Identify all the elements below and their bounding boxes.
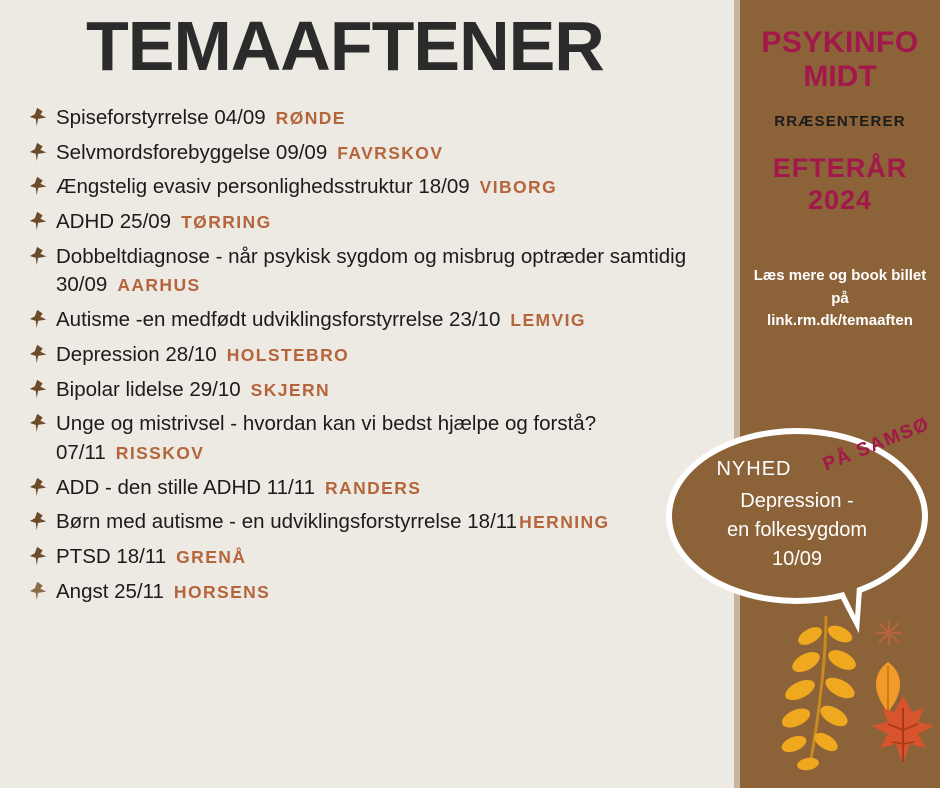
list-item-city: HERNING bbox=[519, 512, 610, 533]
list-item-text: ADD - den stille ADHD 11/11 RANDERS bbox=[56, 475, 422, 499]
season-label: EFTERÅR bbox=[772, 153, 908, 184]
page-title: TEMAAFTENER bbox=[86, 7, 604, 85]
bubble-date: 10/09 bbox=[771, 548, 823, 570]
bubble-title-line2: en folkesygdom bbox=[726, 519, 868, 541]
brand-name-line2: MIDT bbox=[803, 59, 877, 93]
list-item-city: FAVRSKOV bbox=[337, 142, 444, 163]
event-list bbox=[22, 104, 734, 612]
list-item-text: Bipolar lidelse 29/10 SKJERN bbox=[56, 377, 331, 401]
list-item bbox=[22, 208, 734, 237]
pushpin-icon bbox=[22, 543, 56, 567]
brand-name-line1: PSYKINFO bbox=[761, 26, 919, 59]
list-item-text: Spiseforstyrrelse 04/09 RØNDE bbox=[56, 106, 346, 129]
pushpin-icon bbox=[22, 208, 56, 232]
maple-leaf-icon bbox=[868, 692, 938, 777]
list-item-text: Depression 28/10 HOLSTEBRO bbox=[56, 342, 350, 366]
list-item-text: Autisme -en medfødt udviklingsforstyrrelse 23/10 LEMVIG bbox=[56, 308, 586, 332]
pushpin-icon bbox=[22, 410, 56, 434]
list-item-text: Ængstelig evasiv personlighedsstruktur 18/09 VIBORG bbox=[56, 175, 558, 199]
list-item bbox=[22, 543, 734, 572]
pushpin-icon bbox=[22, 376, 56, 400]
booking-text: Læs mere og book billet på bbox=[753, 266, 927, 307]
pushpin-icon bbox=[22, 474, 56, 498]
list-item-city: HOLSTEBRO bbox=[226, 344, 350, 365]
list-item-city: LEMVIG bbox=[510, 310, 586, 331]
pushpin-icon bbox=[22, 508, 56, 532]
pushpin-icon bbox=[22, 173, 56, 197]
list-item-text: PTSD 18/11 GRENÅ bbox=[56, 544, 247, 568]
list-item bbox=[22, 578, 734, 607]
list-item bbox=[22, 474, 734, 503]
news-badge: NYHED bbox=[716, 458, 792, 480]
list-item-city: GRENÅ bbox=[176, 546, 247, 567]
bubble-title-line1: Depression - bbox=[740, 490, 854, 512]
samso-location-label: PÅ SAMSØ bbox=[820, 413, 933, 476]
news-bubble bbox=[666, 413, 934, 636]
bubble-content bbox=[666, 428, 928, 604]
list-item-text: Børn med autisme - en udviklingsforstyrrelse 18/11 HERNING bbox=[56, 510, 610, 534]
list-item bbox=[22, 104, 734, 133]
list-item bbox=[22, 306, 734, 335]
list-item bbox=[22, 139, 734, 168]
list-item bbox=[22, 508, 734, 537]
list-item-text: Angst 25/11 HORSENS bbox=[56, 579, 271, 603]
list-item-text: Dobbeltdiagnose - når psykisk sygdom og misbrug optræder samtidig 30/09 AARHUS bbox=[56, 244, 687, 297]
pushpin-icon bbox=[22, 306, 56, 330]
list-item-city: RANDERS bbox=[325, 477, 422, 498]
pushpin-icon bbox=[22, 139, 56, 163]
list-item bbox=[22, 410, 734, 467]
list-item-text: Unge og mistrivsel - hvordan kan vi bedst hjælpe og forstå? 07/11 RISSKOV bbox=[56, 412, 597, 464]
list-item-text: ADHD 25/09 TØRRING bbox=[56, 210, 272, 234]
list-item-city: RISSKOV bbox=[115, 442, 205, 463]
list-item-city: HORSENS bbox=[173, 581, 271, 602]
presents-label: RRÆSENTERER bbox=[774, 113, 906, 131]
pushpin-icon bbox=[22, 341, 56, 365]
pushpin-icon bbox=[22, 104, 56, 128]
pushpin-icon bbox=[22, 578, 56, 602]
list-item bbox=[22, 341, 734, 370]
pushpin-icon bbox=[22, 243, 56, 267]
list-item-city: VIBORG bbox=[479, 177, 558, 198]
list-item-city: RØNDE bbox=[275, 108, 346, 128]
list-item bbox=[22, 376, 734, 405]
list-item-city: TØRRING bbox=[181, 212, 272, 233]
booking-url-link[interactable]: link.rm.dk/temaaften bbox=[767, 312, 913, 330]
year-label: 2024 bbox=[807, 184, 873, 215]
list-item-city: AARHUS bbox=[117, 275, 201, 296]
list-item-city: SKJERN bbox=[250, 379, 331, 400]
list-item-text: Selvmordsforebyggelse 09/09 FAVRSKOV bbox=[56, 140, 444, 164]
list-item bbox=[22, 173, 734, 202]
small-seed-icon bbox=[872, 616, 906, 655]
list-item bbox=[22, 243, 734, 300]
rowan-leaf-icon bbox=[770, 612, 870, 777]
